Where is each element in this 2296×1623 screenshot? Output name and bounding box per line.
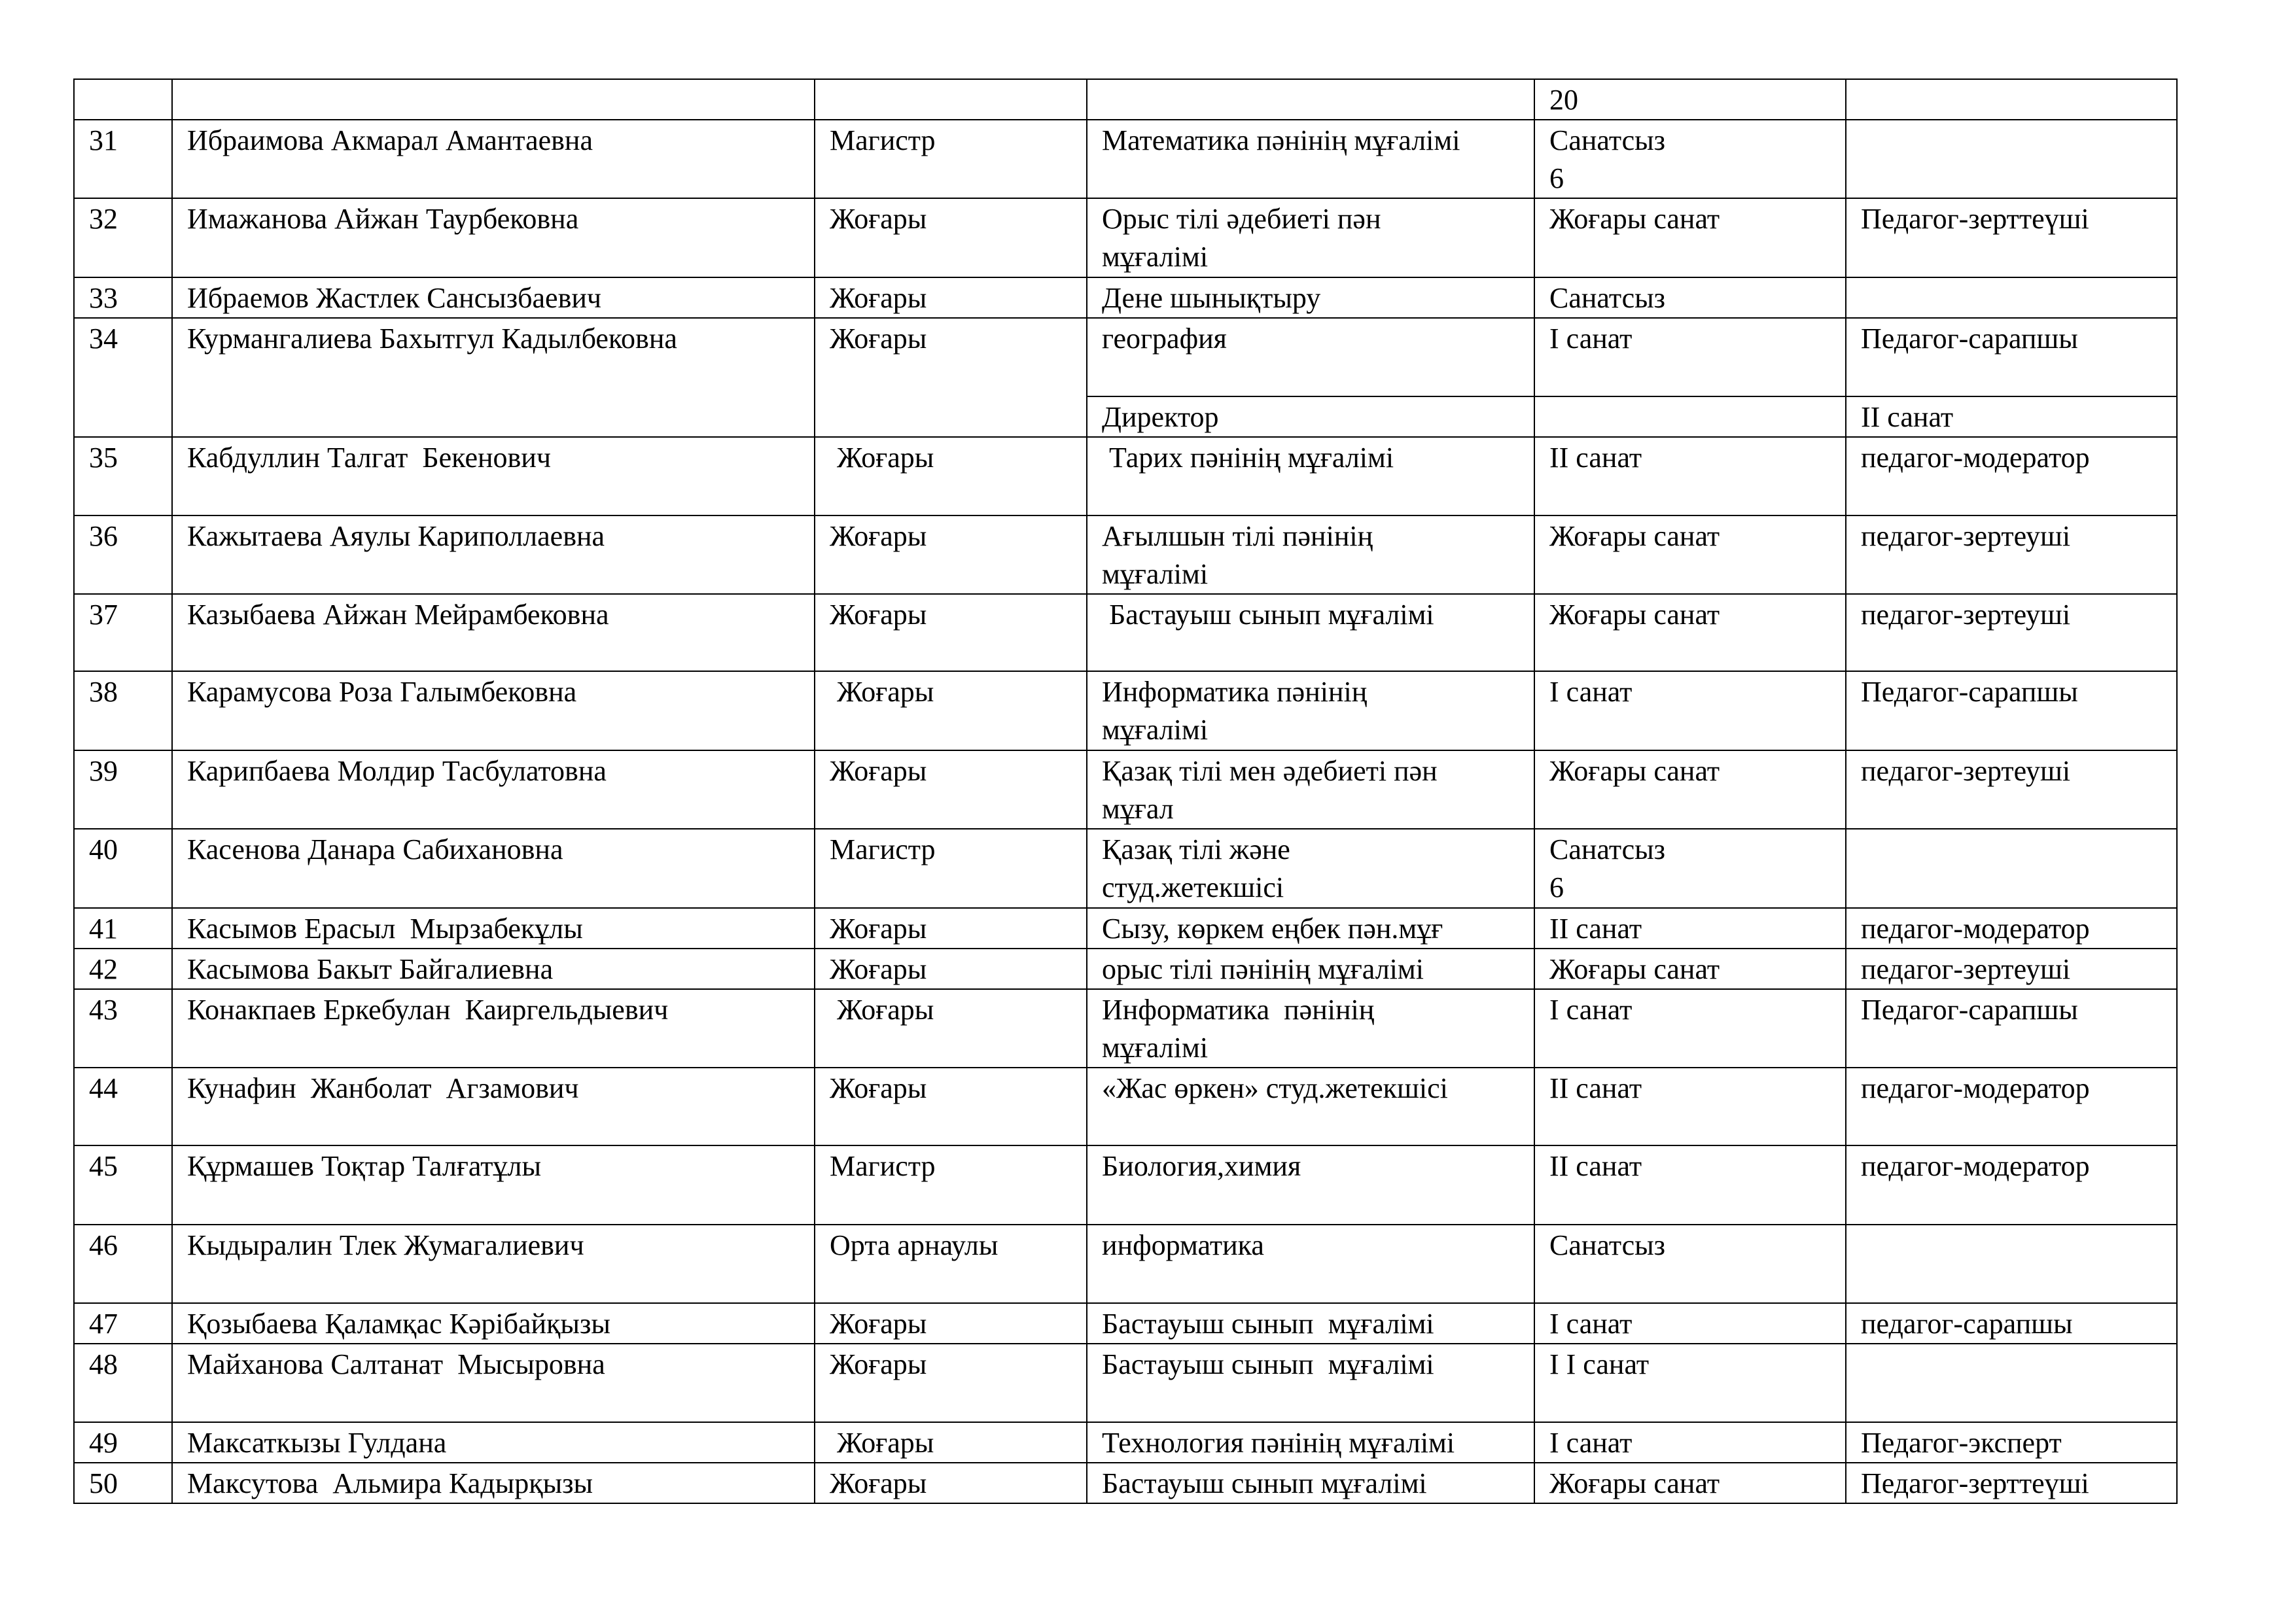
cell-number: 46 — [74, 1225, 172, 1303]
cell-qualification: педагог-модератор — [1846, 908, 2177, 949]
cell-education: Жоғары — [815, 318, 1087, 437]
cell-education: Жоғары — [815, 908, 1087, 949]
cell-education: Орта арнаулы — [815, 1225, 1087, 1303]
cell-full-name: Ибраимова Акмарал Амантаевна — [172, 120, 815, 198]
table-row — [74, 437, 2177, 515]
cell-category: Жоғары санат — [1534, 949, 1846, 989]
cell-category: Жоғары санат — [1534, 198, 1846, 277]
cell-education: Жоғары — [815, 594, 1087, 671]
cell-subject-position: Қазақ тілі және студ.жетекшісі — [1087, 829, 1534, 908]
table-row — [74, 594, 2177, 671]
cell-qualification: педагог-зертеуші — [1846, 750, 2177, 829]
cell-full-name: Казыбаева Айжан Мейрамбековна — [172, 594, 815, 671]
cell-number: 34 — [74, 318, 172, 437]
staff-table — [73, 79, 2178, 1504]
cell-full-name: Кыдыралин Тлек Жумагалиевич — [172, 1225, 815, 1303]
table-row — [74, 1068, 2177, 1145]
cell-full-name: Имажанова Айжан Таурбековна — [172, 198, 815, 277]
cell-education: Жоғары — [815, 949, 1087, 989]
cell-category: Жоғары санат — [1534, 750, 1846, 829]
table-row — [74, 989, 2177, 1068]
cell-subject-position: Қазақ тілі мен әдебиеті пән мұғал — [1087, 750, 1534, 829]
cell-education — [815, 79, 1087, 120]
cell-education: Магистр — [815, 1145, 1087, 1225]
cell-category: I санат — [1534, 1303, 1846, 1344]
cell-education: Жоғары — [815, 1068, 1087, 1145]
cell-subject-position: Информатика пәнінің мұғалімі — [1087, 989, 1534, 1068]
cell-category: I санат — [1534, 1422, 1846, 1463]
cell-qualification — [1846, 1344, 2177, 1422]
cell-education: Жоғары — [815, 1422, 1087, 1463]
cell-qualification — [1846, 79, 2177, 120]
cell-full-name: Құрмашев Тоқтар Талғатұлы — [172, 1145, 815, 1225]
cell-subject-position — [1087, 79, 1534, 120]
cell-qualification: педагог-зертеуші — [1846, 594, 2177, 671]
cell-category: Санатсыз — [1534, 1225, 1846, 1303]
cell-full-name: Максаткызы Гулдана — [172, 1422, 815, 1463]
cell-number: 33 — [74, 277, 172, 318]
cell-category: II санат — [1534, 437, 1846, 515]
cell-full-name: Карамусова Роза Галымбековна — [172, 671, 815, 750]
cell-subject-position: Бастауыш сынып мұғалімі — [1087, 1344, 1534, 1422]
table-row — [74, 277, 2177, 318]
cell-qualification: Педагог-эксперт — [1846, 1422, 2177, 1463]
cell-subject-position: Орыс тілі әдебиеті пән мұғалімі — [1087, 198, 1534, 277]
table-row — [74, 671, 2177, 750]
cell-category: 20 — [1534, 79, 1846, 120]
cell-category: Санатсыз 6 — [1534, 829, 1846, 908]
cell-full-name: Курмангалиева Бахытгул Кадылбековна — [172, 318, 815, 437]
cell-number: 42 — [74, 949, 172, 989]
cell-subject-position: Тарих пәнінің мұғалімі — [1087, 437, 1534, 515]
cell-qualification: II санат — [1846, 396, 2177, 437]
table-row — [74, 79, 2177, 120]
cell-education: Магистр — [815, 120, 1087, 198]
cell-subject-position: Бастауыш сынып мұғалімі — [1087, 594, 1534, 671]
cell-qualification: Педагог-сарапшы — [1846, 989, 2177, 1068]
cell-full-name: Қозыбаева Қаламқас Кәрібайқызы — [172, 1303, 815, 1344]
cell-category: Жоғары санат — [1534, 515, 1846, 594]
cell-category: Жоғары санат — [1534, 1463, 1846, 1503]
cell-full-name: Касымов Ерасыл Мырзабекұлы — [172, 908, 815, 949]
cell-number: 49 — [74, 1422, 172, 1463]
cell-qualification: педагог-модератор — [1846, 1068, 2177, 1145]
table-row — [74, 1344, 2177, 1422]
cell-subject-position: орыс тілі пәнінің мұғалімі — [1087, 949, 1534, 989]
cell-full-name: Касымова Бакыт Байгалиевна — [172, 949, 815, 989]
table-row — [74, 829, 2177, 908]
cell-number: 35 — [74, 437, 172, 515]
cell-subject-position: Бастауыш сынып мұғалімі — [1087, 1303, 1534, 1344]
cell-full-name: Кажытаева Аяулы Кариполлаевна — [172, 515, 815, 594]
cell-full-name: Ибраемов Жастлек Сансызбаевич — [172, 277, 815, 318]
table-row — [74, 1303, 2177, 1344]
cell-full-name: Кунафин Жанболат Агзамович — [172, 1068, 815, 1145]
cell-subject-position: Дене шынықтыру — [1087, 277, 1534, 318]
table-row — [74, 1463, 2177, 1503]
cell-subject-position: Биология,химия — [1087, 1145, 1534, 1225]
cell-subject-position: Информатика пәнінің мұғалімі — [1087, 671, 1534, 750]
cell-category: II санат — [1534, 908, 1846, 949]
cell-qualification: Педагог-зерттеүші — [1846, 198, 2177, 277]
cell-education: Магистр — [815, 829, 1087, 908]
table-row — [74, 1225, 2177, 1303]
cell-category: I санат — [1534, 989, 1846, 1068]
cell-education: Жоғары — [815, 437, 1087, 515]
cell-subject-position: информатика — [1087, 1225, 1534, 1303]
cell-number: 41 — [74, 908, 172, 949]
cell-full-name: Кабдуллин Талгат Бекенович — [172, 437, 815, 515]
cell-subject-position: Бастауыш сынып мұғалімі — [1087, 1463, 1534, 1503]
cell-subject-position: география — [1087, 318, 1534, 396]
cell-qualification — [1846, 120, 2177, 198]
table-row — [74, 198, 2177, 277]
cell-number: 40 — [74, 829, 172, 908]
cell-number: 37 — [74, 594, 172, 671]
cell-number: 45 — [74, 1145, 172, 1225]
cell-education: Жоғары — [815, 515, 1087, 594]
cell-qualification: педагог-зертеуші — [1846, 515, 2177, 594]
cell-qualification: педагог-модератор — [1846, 1145, 2177, 1225]
cell-number: 39 — [74, 750, 172, 829]
cell-full-name — [172, 79, 815, 120]
cell-number: 32 — [74, 198, 172, 277]
cell-subject-position: Сызу, көркем еңбек пән.мұғ — [1087, 908, 1534, 949]
cell-number: 31 — [74, 120, 172, 198]
cell-subject-position: Математика пәнінің мұғалімі — [1087, 120, 1534, 198]
cell-education: Жоғары — [815, 1303, 1087, 1344]
cell-qualification: педагог-модератор — [1846, 437, 2177, 515]
cell-category: II санат — [1534, 1145, 1846, 1225]
cell-full-name: Максутова Альмира Кадырқызы — [172, 1463, 815, 1503]
table-row — [74, 750, 2177, 829]
cell-full-name: Карипбаева Молдир Тасбулатовна — [172, 750, 815, 829]
cell-subject-position: Директор — [1087, 396, 1534, 437]
cell-qualification: Педагог-сарапшы — [1846, 671, 2177, 750]
cell-number: 38 — [74, 671, 172, 750]
table-row — [74, 120, 2177, 198]
cell-category: I санат — [1534, 671, 1846, 750]
table-row — [74, 1422, 2177, 1463]
cell-qualification: педагог-зертеуші — [1846, 949, 2177, 989]
cell-education: Жоғары — [815, 989, 1087, 1068]
cell-number: 43 — [74, 989, 172, 1068]
cell-subject-position: «Жас өркен» студ.жетекшісі — [1087, 1068, 1534, 1145]
table-row — [74, 949, 2177, 989]
cell-education: Жоғары — [815, 198, 1087, 277]
table-row — [74, 515, 2177, 594]
cell-number: 47 — [74, 1303, 172, 1344]
cell-category: Санатсыз 6 — [1534, 120, 1846, 198]
cell-number: 48 — [74, 1344, 172, 1422]
cell-category: I санат — [1534, 318, 1846, 396]
cell-subject-position: Технология пәнінің мұғалімі — [1087, 1422, 1534, 1463]
cell-qualification — [1846, 1225, 2177, 1303]
cell-qualification — [1846, 277, 2177, 318]
cell-category — [1534, 396, 1846, 437]
cell-number — [74, 79, 172, 120]
cell-education: Жоғары — [815, 671, 1087, 750]
table-row — [74, 908, 2177, 949]
cell-full-name: Конакпаев Еркебулан Каиргельдыевич — [172, 989, 815, 1068]
cell-qualification: Педагог-сарапшы — [1846, 318, 2177, 396]
cell-number: 36 — [74, 515, 172, 594]
table-row — [74, 318, 2177, 396]
cell-education: Жоғары — [815, 750, 1087, 829]
cell-education: Жоғары — [815, 1344, 1087, 1422]
cell-category: Жоғары санат — [1534, 594, 1846, 671]
cell-category: I I санат — [1534, 1344, 1846, 1422]
table-row — [74, 1145, 2177, 1225]
cell-category: II санат — [1534, 1068, 1846, 1145]
cell-education: Жоғары — [815, 277, 1087, 318]
cell-full-name: Касенова Данара Сабихановна — [172, 829, 815, 908]
cell-full-name: Майханова Салтанат Мысыровна — [172, 1344, 815, 1422]
cell-qualification: педагог-сарапшы — [1846, 1303, 2177, 1344]
cell-subject-position: Ағылшын тілі пәнінің мұғалімі — [1087, 515, 1534, 594]
cell-number: 44 — [74, 1068, 172, 1145]
cell-qualification: Педагог-зерттеүші — [1846, 1463, 2177, 1503]
cell-education: Жоғары — [815, 1463, 1087, 1503]
cell-category: Санатсыз — [1534, 277, 1846, 318]
cell-number: 50 — [74, 1463, 172, 1503]
cell-qualification — [1846, 829, 2177, 908]
